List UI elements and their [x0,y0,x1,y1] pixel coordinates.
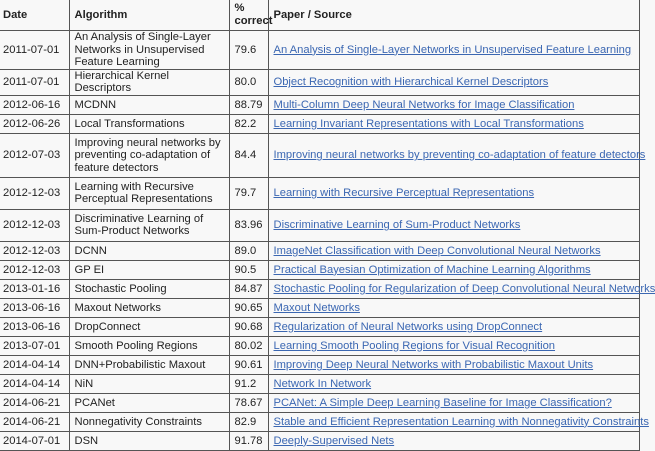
header-pct-line1: % [235,2,245,14]
date-cell: 2012-06-26 [0,114,69,133]
algorithm-cell: Smooth Pooling Regions [69,336,229,355]
header-date: Date [0,0,69,31]
percent-correct-cell: 82.2 [229,114,268,133]
percent-correct-cell: 88.79 [229,95,268,114]
paper-link[interactable]: Learning Smooth Pooling Regions for Visual Recognition [274,340,556,352]
table-row [0,95,639,114]
paper-link[interactable]: Object Recognition with Hierarchical Kernel Descriptors [274,76,549,88]
date-cell: 2011-07-01 [0,31,69,70]
algorithm-cell: Stochastic Pooling [69,279,229,298]
table-row [0,412,639,431]
table-row [0,133,639,177]
paper-cell [268,260,639,279]
percent-correct-cell: 80.0 [229,69,268,95]
algorithm-cell: Nonnegativity Constraints [69,412,229,431]
paper-cell [268,114,639,133]
paper-link[interactable]: Regularization of Neural Networks using DropConnect [274,321,543,333]
paper-link[interactable]: Learning with Recursive Perceptual Representations [274,187,535,199]
percent-correct-cell: 80.02 [229,336,268,355]
paper-cell [268,133,639,177]
algorithm-cell: Improving neural networks by preventing co-adaptation of feature detectors [69,133,229,177]
table-row [0,336,639,355]
table-row [0,317,639,336]
table-row [0,431,639,450]
percent-correct-cell: 89.0 [229,241,268,260]
table-row [0,209,639,241]
header-percent-correct [229,0,268,31]
paper-cell [268,177,639,209]
paper-link[interactable]: Network In Network [274,378,372,390]
algorithm-cell: An Analysis of Single-Layer Networks in Unsupervised Feature Learning [69,31,229,70]
paper-link[interactable]: Improving Deep Neural Networks with Probabilistic Maxout Units [274,359,594,371]
date-cell: 2013-07-01 [0,336,69,355]
date-cell: 2012-12-03 [0,241,69,260]
date-cell: 2012-07-03 [0,133,69,177]
percent-correct-cell: 90.5 [229,260,268,279]
algorithm-cell: DropConnect [69,317,229,336]
paper-cell [268,95,639,114]
paper-cell [268,279,639,298]
table-row [0,260,639,279]
paper-cell [268,209,639,241]
paper-link[interactable]: Learning Invariant Representations with Local Transformations [274,118,584,130]
algorithm-cell: Discriminative Learning of Sum-Product Networks [69,209,229,241]
paper-cell [268,393,639,412]
paper-cell [268,298,639,317]
date-cell: 2012-12-03 [0,260,69,279]
header-pct-line2: correct [235,15,273,27]
date-cell: 2011-07-01 [0,69,69,95]
date-cell: 2014-04-14 [0,355,69,374]
paper-cell [268,31,639,70]
date-cell: 2013-06-16 [0,317,69,336]
percent-correct-cell: 84.4 [229,133,268,177]
algorithm-cell: GP EI [69,260,229,279]
algorithm-cell: Hierarchical Kernel Descriptors [69,69,229,95]
paper-cell [268,431,639,450]
paper-link[interactable]: Stochastic Pooling for Regularization of Deep Convolutional Neural Networks [274,283,655,295]
percent-correct-cell: 84.87 [229,279,268,298]
paper-cell [268,374,639,393]
paper-cell [268,69,639,95]
header-algorithm: Algorithm [69,0,229,31]
table-row [0,31,639,70]
date-cell: 2013-06-16 [0,298,69,317]
date-cell: 2014-06-21 [0,412,69,431]
table-row [0,114,639,133]
paper-link[interactable]: Discriminative Learning of Sum-Product Networks [274,219,521,231]
paper-link[interactable]: Stable and Efficient Representation Learning with Nonnegativity Constraints [274,416,649,428]
date-cell: 2013-01-16 [0,279,69,298]
table-row [0,241,639,260]
percent-correct-cell: 90.65 [229,298,268,317]
table-row [0,374,639,393]
paper-link[interactable]: An Analysis of Single-Layer Networks in Unsupervised Feature Learning [274,44,632,56]
date-cell: 2012-06-16 [0,95,69,114]
percent-correct-cell: 79.7 [229,177,268,209]
header-paper-source: Paper / Source [268,0,639,31]
header-row [0,0,639,31]
algorithm-cell: DNN+Probabilistic Maxout [69,355,229,374]
paper-link[interactable]: Maxout Networks [274,302,360,314]
paper-link[interactable]: Deeply-Supervised Nets [274,435,395,447]
percent-correct-cell: 91.2 [229,374,268,393]
algorithm-cell: PCANet [69,393,229,412]
paper-cell [268,412,639,431]
date-cell: 2014-04-14 [0,374,69,393]
paper-link[interactable]: Multi-Column Deep Neural Networks for Image Classification [274,99,575,111]
percent-correct-cell: 78.67 [229,393,268,412]
paper-link[interactable]: Improving neural networks by preventing co-adaptation of feature detectors [274,149,646,161]
percent-correct-cell: 90.61 [229,355,268,374]
percent-correct-cell: 82.9 [229,412,268,431]
algorithm-cell: Local Transformations [69,114,229,133]
algorithm-cell: Maxout Networks [69,298,229,317]
percent-correct-cell: 83.96 [229,209,268,241]
paper-cell [268,241,639,260]
paper-cell [268,336,639,355]
table-row [0,69,639,95]
algorithm-cell: MCDNN [69,95,229,114]
table-row [0,355,639,374]
paper-cell [268,317,639,336]
table-row [0,393,639,412]
date-cell: 2014-07-01 [0,431,69,450]
table-row [0,177,639,209]
percent-correct-cell: 91.78 [229,431,268,450]
date-cell: 2014-06-21 [0,393,69,412]
algorithm-cell: DCNN [69,241,229,260]
algorithm-cell: Learning with Recursive Perceptual Representations [69,177,229,209]
table-row [0,279,639,298]
paper-link[interactable]: ImageNet Classification with Deep Convolutional Neural Networks [274,245,601,257]
date-cell: 2012-12-03 [0,177,69,209]
algorithm-cell: DSN [69,431,229,450]
paper-link[interactable]: Practical Bayesian Optimization of Machine Learning Algorithms [274,264,591,276]
algorithm-cell: NiN [69,374,229,393]
table-row [0,298,639,317]
percent-correct-cell: 79.6 [229,31,268,70]
date-cell: 2012-12-03 [0,209,69,241]
paper-link[interactable]: PCANet: A Simple Deep Learning Baseline for Image Classification? [274,397,612,409]
percent-correct-cell: 90.68 [229,317,268,336]
paper-cell [268,355,639,374]
